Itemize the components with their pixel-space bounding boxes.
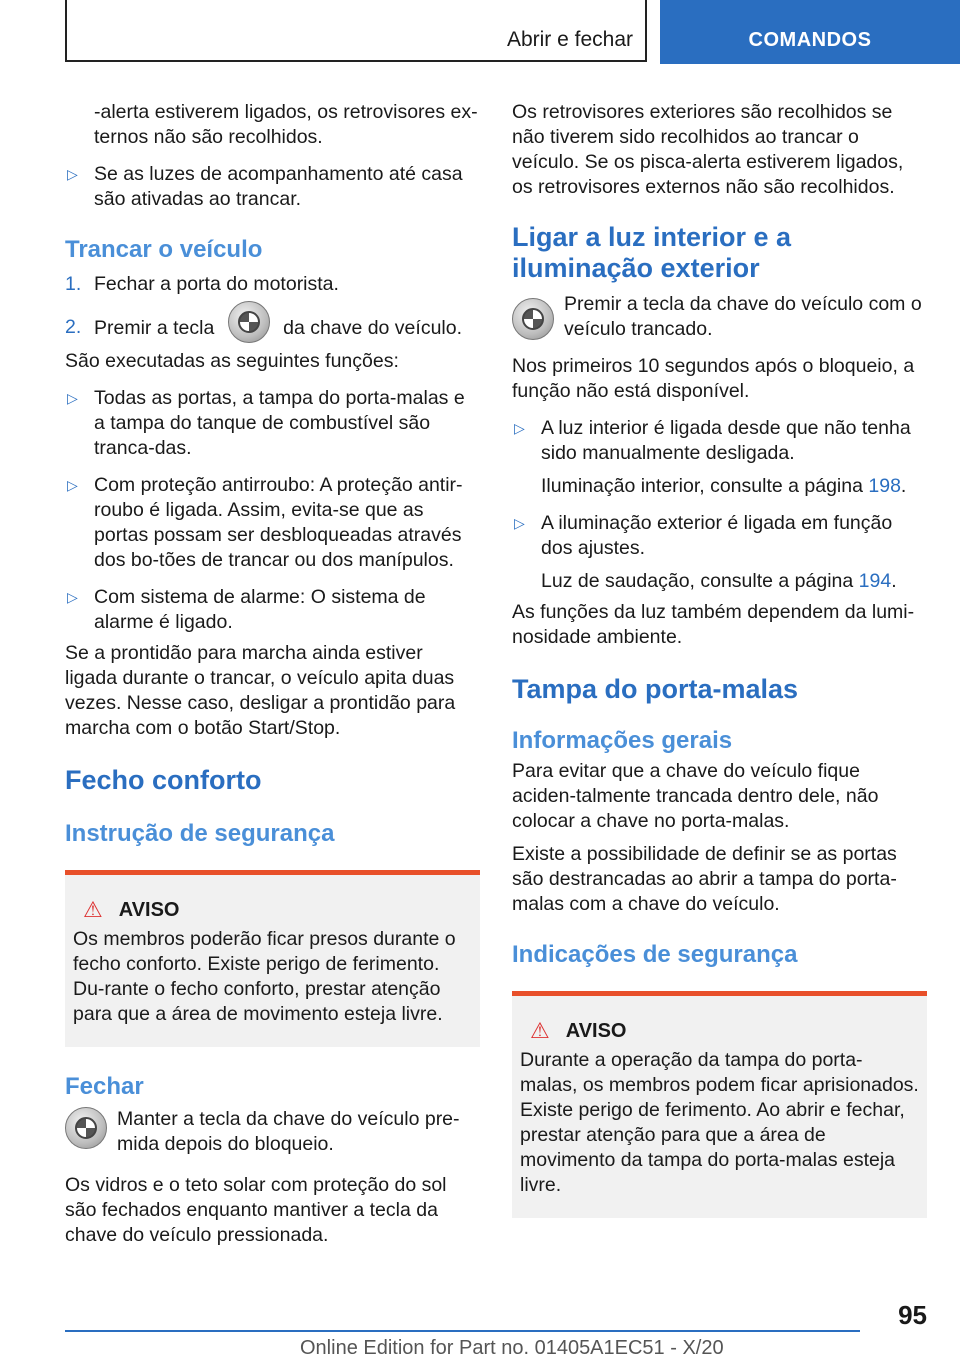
- paragraph: Para evitar que a chave do veículo fique aciden-talmente trancada dentro dele, não colocar a chave no porta-malas.: [512, 760, 879, 832]
- bullet-triangle-icon: ▷: [67, 390, 78, 406]
- bullet-triangle-icon: ▷: [67, 589, 78, 605]
- warning-box: [65, 870, 480, 1047]
- list-item-text: Se as luzes de acompanhamento até casa são ativadas ao trancar.: [94, 163, 463, 210]
- key-instruction: [65, 1107, 480, 1157]
- reference-text: Luz de saudação, consulte a página: [541, 570, 854, 592]
- right-column: [512, 100, 927, 1218]
- warning-icon: ⚠: [83, 897, 103, 922]
- car-key-button-icon: [228, 301, 270, 343]
- step-2: [65, 315, 480, 343]
- step-text: da chave do veículo.: [283, 317, 463, 340]
- list-item: [65, 162, 480, 212]
- bullet-triangle-icon: ▷: [67, 477, 78, 493]
- reference-text: Iluminação interior, consulte a página: [541, 475, 863, 497]
- header-frame: [65, 0, 647, 62]
- paragraph: São executadas as seguintes funções:: [65, 350, 399, 372]
- bullet-triangle-icon: ▷: [514, 420, 525, 436]
- warning-icon: ⚠: [530, 1018, 550, 1043]
- page-number: 95: [898, 1300, 927, 1330]
- list-item-text: Com sistema de alarme: O sistema de alarme é ligado.: [94, 586, 426, 633]
- list-item: [512, 511, 927, 561]
- paragraph: As funções da luz também dependem da lumi-nosidade ambiente.: [512, 601, 915, 648]
- key-instruction: [512, 292, 927, 342]
- list-item-text: A luz interior é ligada desde que não tenha sido manualmente desligada.: [541, 417, 911, 464]
- page-link-198[interactable]: 198: [868, 475, 901, 497]
- heading-instrucao: Instrução de segurança: [65, 820, 335, 847]
- paragraph: Nos primeiros 10 segundos após o bloqueio, a função não está disponível.: [512, 355, 915, 402]
- warning-text: Durante a operação da tampa do porta-malas, os membros podem ficar aprisionados. Existe perigo de ferimento. Ao abrir e fechar, prestar atenção para que a área de movimento da tampa do porta-malas esteja livre.: [520, 1049, 919, 1196]
- heading-tampa: Tampa do porta-malas: [512, 674, 799, 704]
- warning-title: [530, 1018, 919, 1044]
- paragraph: Se a prontidão para marcha ainda estiver ligada durante o trancar, o veículo apita duas vezes. Nesse caso, desligar a prontidão para marcha com o botão Start/Stop.: [65, 642, 456, 739]
- list-item: [65, 585, 480, 635]
- list-item: [512, 416, 927, 466]
- list-item-text: Todas as portas, a tampa do porta-malas e a tampa do tanque de combustível são tranca-das.: [94, 387, 465, 459]
- tab-comandos[interactable]: COMANDOS: [660, 0, 960, 64]
- step-1: [65, 272, 480, 297]
- list-item-text: A iluminação exterior é ligada em função dos ajustes.: [541, 512, 893, 559]
- footer-edition: Online Edition for Part no. 01405A1EC51 - X/20: [300, 1337, 724, 1359]
- paragraph: -alerta estiverem ligados, os retrovisores ex-ternos não são recolhidos.: [94, 101, 478, 148]
- footer-divider: [65, 1330, 860, 1332]
- warning-label: AVISO: [565, 1019, 627, 1042]
- page-link-194[interactable]: 194: [858, 570, 892, 592]
- car-key-button-icon: [512, 298, 554, 340]
- paragraph: Existe a possibilidade de definir se as portas são destrancadas ao abrir a tampa do porta-malas com a chave do veículo.: [512, 843, 897, 915]
- step-number: 2.: [65, 316, 82, 338]
- warning-text: Os membros poderão ficar presos durante o fecho conforto. Existe perigo de ferimento. Du-rante o fecho conforto, prestar atenção para que a área de movimento esteja livre.: [73, 928, 456, 1025]
- heading-info: Informações gerais: [512, 727, 733, 754]
- warning-box: [512, 991, 927, 1218]
- left-column: [65, 100, 480, 1248]
- list-item: [65, 473, 480, 573]
- cross-reference: Iluminação interior, consulte a página 198.: [541, 475, 907, 497]
- key-instruction-text: Manter a tecla da chave do veículo pre-mida depois do bloqueio.: [117, 1108, 460, 1155]
- section-title: Abrir e fechar: [506, 28, 633, 51]
- heading-trancar: Trancar o veículo: [65, 236, 263, 263]
- list-item-text: Com proteção antirroubo: A proteção antir-roubo é ligada. Assim, evita-se que as portas possam ser desbloqueadas através dos bo-tões de trancar ou dos manípulos.: [94, 474, 463, 571]
- list-item: [65, 386, 480, 461]
- step-number: 1.: [65, 273, 82, 295]
- car-key-button-icon: [65, 1107, 107, 1149]
- heading-indicacoes: Indicações de segurança: [512, 941, 798, 968]
- warning-title: [83, 897, 472, 923]
- paragraph: Os vidros e o teto solar com proteção do sol são fechados enquanto mantiver a tecla da chave do veículo pressionada.: [65, 1174, 447, 1246]
- heading-fecho-conforto: Fecho conforto: [65, 765, 262, 795]
- paragraph: Os retrovisores exteriores são recolhidos se não tiverem sido recolhidos ao trancar o veículo. Se os pisca-alerta estiverem ligados, os retrovisores externos não são recolhidos.: [512, 101, 904, 198]
- bullet-triangle-icon: ▷: [514, 515, 525, 531]
- heading-fechar: Fechar: [65, 1073, 144, 1100]
- key-instruction-text: Premir a tecla da chave do veículo com o veículo trancado.: [564, 293, 922, 340]
- cross-reference: Luz de saudação, consulte a página 194.: [541, 570, 897, 592]
- warning-label: AVISO: [118, 898, 180, 921]
- bullet-triangle-icon: ▷: [67, 166, 78, 182]
- step-text: Premir a tecla: [94, 317, 215, 340]
- heading-luz: Ligar a luz interior e a iluminação exterior: [512, 222, 792, 283]
- step-text: Fechar a porta do motorista.: [94, 273, 339, 295]
